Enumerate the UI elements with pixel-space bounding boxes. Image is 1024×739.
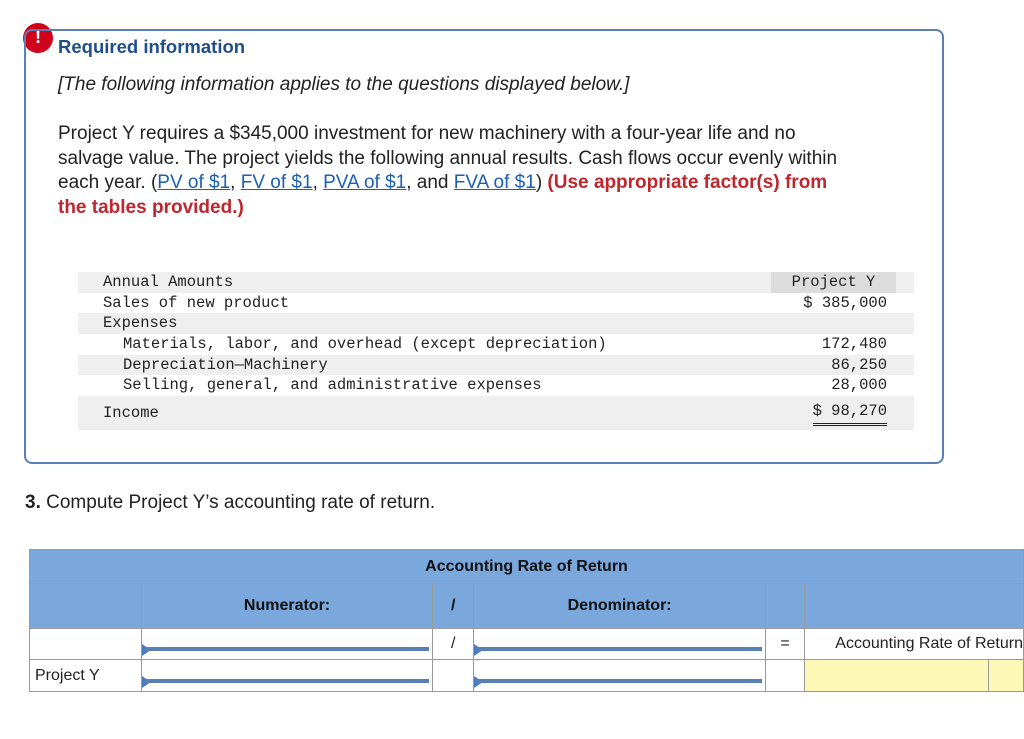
numerator-label-input[interactable]	[145, 647, 429, 651]
problem-text: Project Y requires a $345,000 investment for new machinery with a four-year life and no salvage value. The project yields the following annual results. Cash flows occur evenly within each year. (	[58, 123, 838, 193]
information-note: [The following information applies to the questions displayed below.]	[58, 74, 630, 95]
annual-amounts-header: Annual Amounts	[103, 273, 234, 291]
project-y-header: Project Y	[771, 272, 896, 293]
numerator-header: Numerator:	[141, 584, 432, 629]
equals-sign: =	[765, 629, 804, 660]
question-number: 3.	[25, 492, 41, 513]
table-row: Materials, labor, and overhead (except depreciation) 172,480	[123, 335, 887, 354]
problem-description: Project Y requires a $345,000 investment for new machinery with a four-year life and no salvage value. The project yields the following annual results. Cash flows occur evenly within each year. (PV of $1, FV of $1, PVA of $1, and FVA of $1) (Use appropriate factor(s) from the tables provided.)	[58, 123, 838, 218]
fva-of-1-link[interactable]: FVA of $1	[453, 172, 536, 193]
denominator-label-input-cell[interactable]	[474, 629, 765, 660]
result-label: Accounting Rate of Return	[805, 629, 1024, 660]
arr-answer-table	[29, 549, 1024, 692]
denominator-value-input[interactable]	[477, 679, 761, 683]
denominator-header: Denominator:	[474, 584, 765, 629]
table-row: Income $ 98,270	[78, 396, 914, 430]
arr-result-input[interactable]	[805, 660, 989, 692]
question-text: Compute Project Y’s accounting rate of return.	[46, 492, 436, 513]
numerator-value-input[interactable]	[145, 679, 429, 683]
pva-of-1-link[interactable]: PVA of $1	[323, 172, 407, 193]
arr-title: Accounting Rate of Return	[425, 557, 628, 575]
pv-of-1-link[interactable]: PV of $1	[157, 172, 231, 193]
financial-table	[78, 272, 914, 430]
fv-of-1-link[interactable]: FV of $1	[240, 172, 313, 193]
denominator-label-input[interactable]	[477, 647, 761, 651]
financial-header-row	[78, 272, 914, 293]
alert-icon: !	[23, 23, 53, 53]
arr-title-cell	[30, 550, 1024, 584]
instruction-text: (Use appropriate factor(s) from the tables provided.)	[58, 172, 828, 218]
table-row: Expenses	[78, 313, 914, 334]
table-row: Sales of new product $ 385,000	[103, 293, 887, 312]
table-row: Depreciation—Machinery 86,250	[78, 355, 914, 376]
numerator-value-input-cell[interactable]	[141, 660, 432, 692]
project-y-row-label: Project Y	[30, 660, 142, 692]
divide-header: /	[433, 584, 474, 629]
numerator-label-input-cell[interactable]	[141, 629, 432, 660]
required-information-title: Required information	[58, 36, 246, 57]
question-prompt	[25, 492, 435, 514]
denominator-value-input-cell[interactable]	[474, 660, 765, 692]
table-row: Selling, general, and administrative expenses 28,000	[78, 375, 914, 396]
divide-sign: /	[433, 629, 474, 660]
arr-percent-cell[interactable]	[989, 660, 1024, 692]
